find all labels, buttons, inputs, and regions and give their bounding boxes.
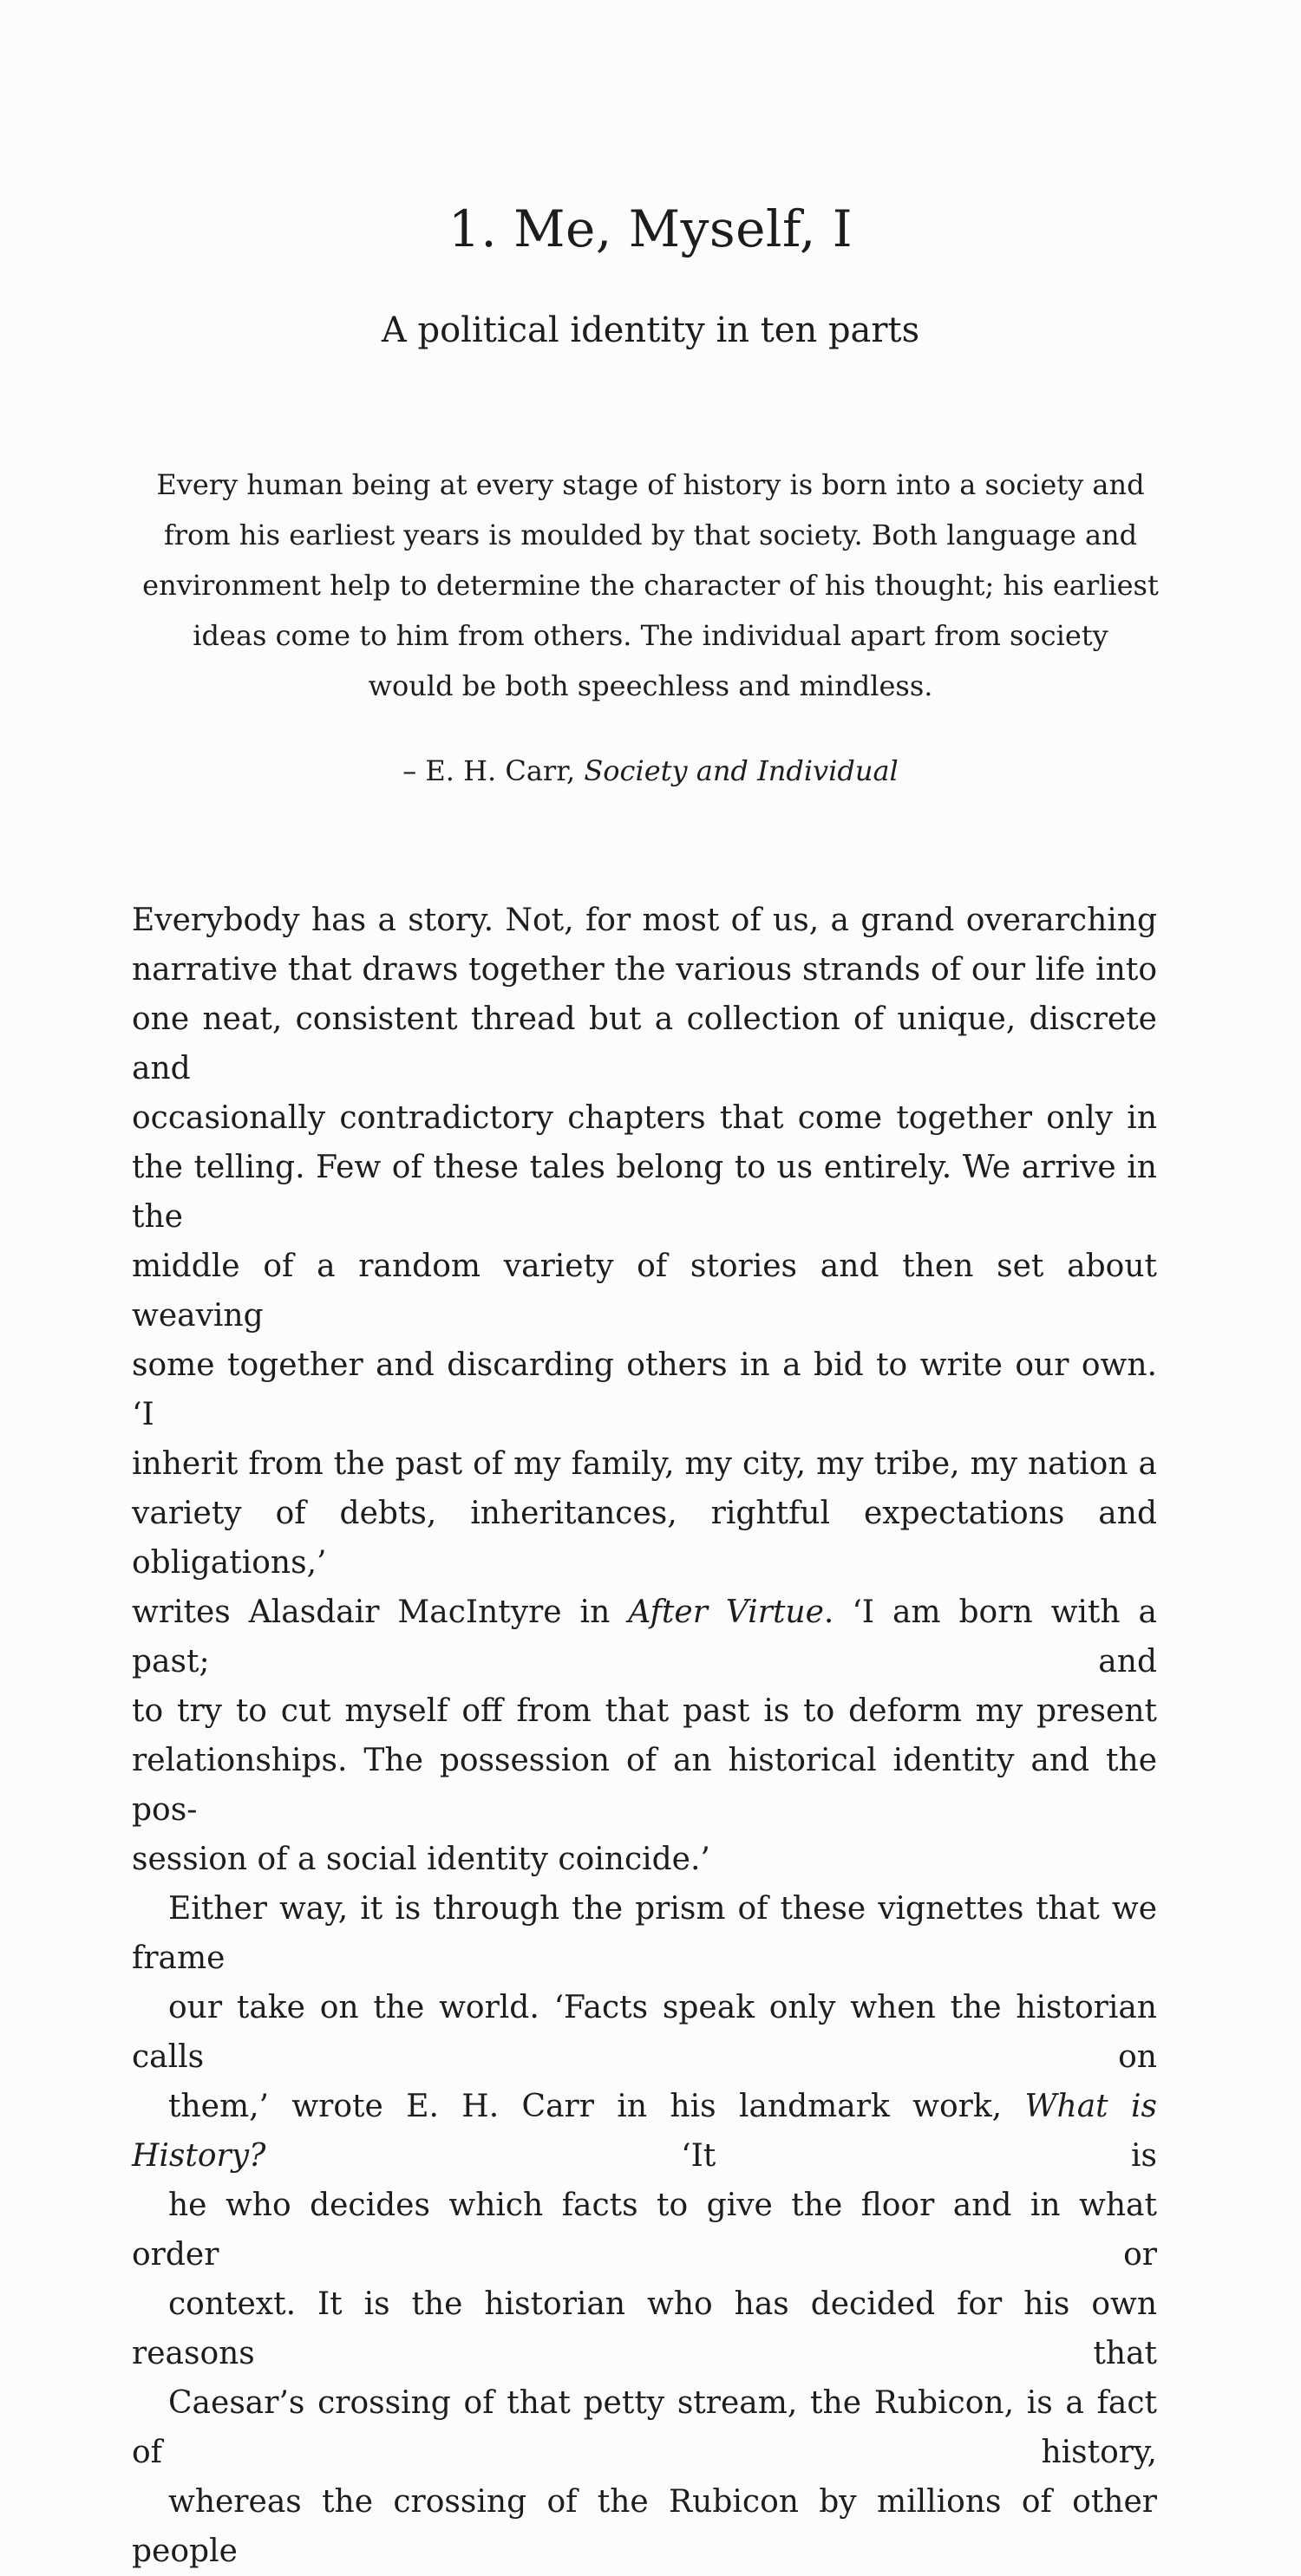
text-segment: . ‘I am born with a past; and	[132, 1595, 1157, 1679]
text-line: to try to cut myself off from that past is to deform my present	[132, 1693, 1157, 1729]
text-line: one neat, consistent thread but a collection of unique, discrete and	[132, 1001, 1157, 1086]
text-line: inherit from the past of my family, my city, my tribe, my nation a	[132, 1446, 1157, 1482]
paragraph-2	[132, 1884, 1157, 2576]
text-line: he who decides which facts to give the floor and in what order or	[132, 2188, 1157, 2273]
epigraph-attribution	[0, 754, 1301, 787]
epigraph-line: would be both speechless and mindless.	[368, 669, 933, 702]
attribution-author: – E. H. Carr,	[402, 754, 585, 787]
epigraph-line: from his earliest years is moulded by that society. Both language and	[163, 518, 1138, 551]
text-line: some together and discarding others in a bid to write our own. ‘I	[132, 1347, 1157, 1432]
text-segment: ‘It is	[265, 2138, 1157, 2174]
epigraph-line: environment help to determine the character of his thought; his earliest	[142, 569, 1159, 602]
text-line: Caesar’s crossing of that petty stream, the Rubicon, is a fact of history,	[132, 2385, 1157, 2470]
text-line: session of a social identity coincide.’	[132, 1842, 710, 1877]
text-line: middle of a random variety of stories and then set about weaving	[132, 1249, 1157, 1334]
chapter-title: 1. Me, Myself, I	[448, 199, 853, 258]
text-line: variety of debts, inheritances, rightful expectations and obligations,’	[132, 1496, 1157, 1581]
paragraph-1	[132, 896, 1157, 1884]
text-segment: writes Alasdair MacIntyre in	[132, 1595, 629, 1630]
text-line: Either way, it is through the prism of these vignettes that we frame	[132, 1891, 1157, 1976]
text-line: the telling. Few of these tales belong to us entirely. We arrive in the	[132, 1150, 1157, 1235]
epigraph	[130, 460, 1171, 711]
text-segment: them,’ wrote E. H. Carr in his landmark work,	[168, 2089, 1025, 2124]
chapter-subtitle: A political identity in ten parts	[381, 310, 920, 350]
book-title-what-is-history: What is History?	[132, 2089, 1157, 2174]
text-line: context. It is the historian who has decided for his own reasons that	[132, 2286, 1157, 2371]
text-line: our take on the world. ‘Facts speak only when the historian calls on	[132, 1990, 1157, 2075]
epigraph-line: Every human being at every stage of history is born into a society and	[156, 468, 1145, 501]
text-line: relationships. The possession of an historical identity and the pos-	[132, 1743, 1157, 1828]
epigraph-line: ideas come to him from others. The individual apart from society	[193, 619, 1108, 652]
book-title-after-virtue: After Virtue	[628, 1595, 824, 1630]
attribution-work: Society and Individual	[584, 754, 899, 787]
text-line: occasionally contradictory chapters that come together only in	[132, 1100, 1157, 1136]
text-line	[132, 1588, 1157, 1686]
text-line: narrative that draws together the various strands of our life into	[132, 952, 1157, 988]
text-line: whereas the crossing of the Rubicon by millions of other people	[132, 2484, 1157, 2569]
text-line: Everybody has a story. Not, for most of us, a grand overarching	[132, 903, 1157, 938]
text-line	[132, 2082, 1157, 2181]
body-text	[132, 896, 1157, 2576]
